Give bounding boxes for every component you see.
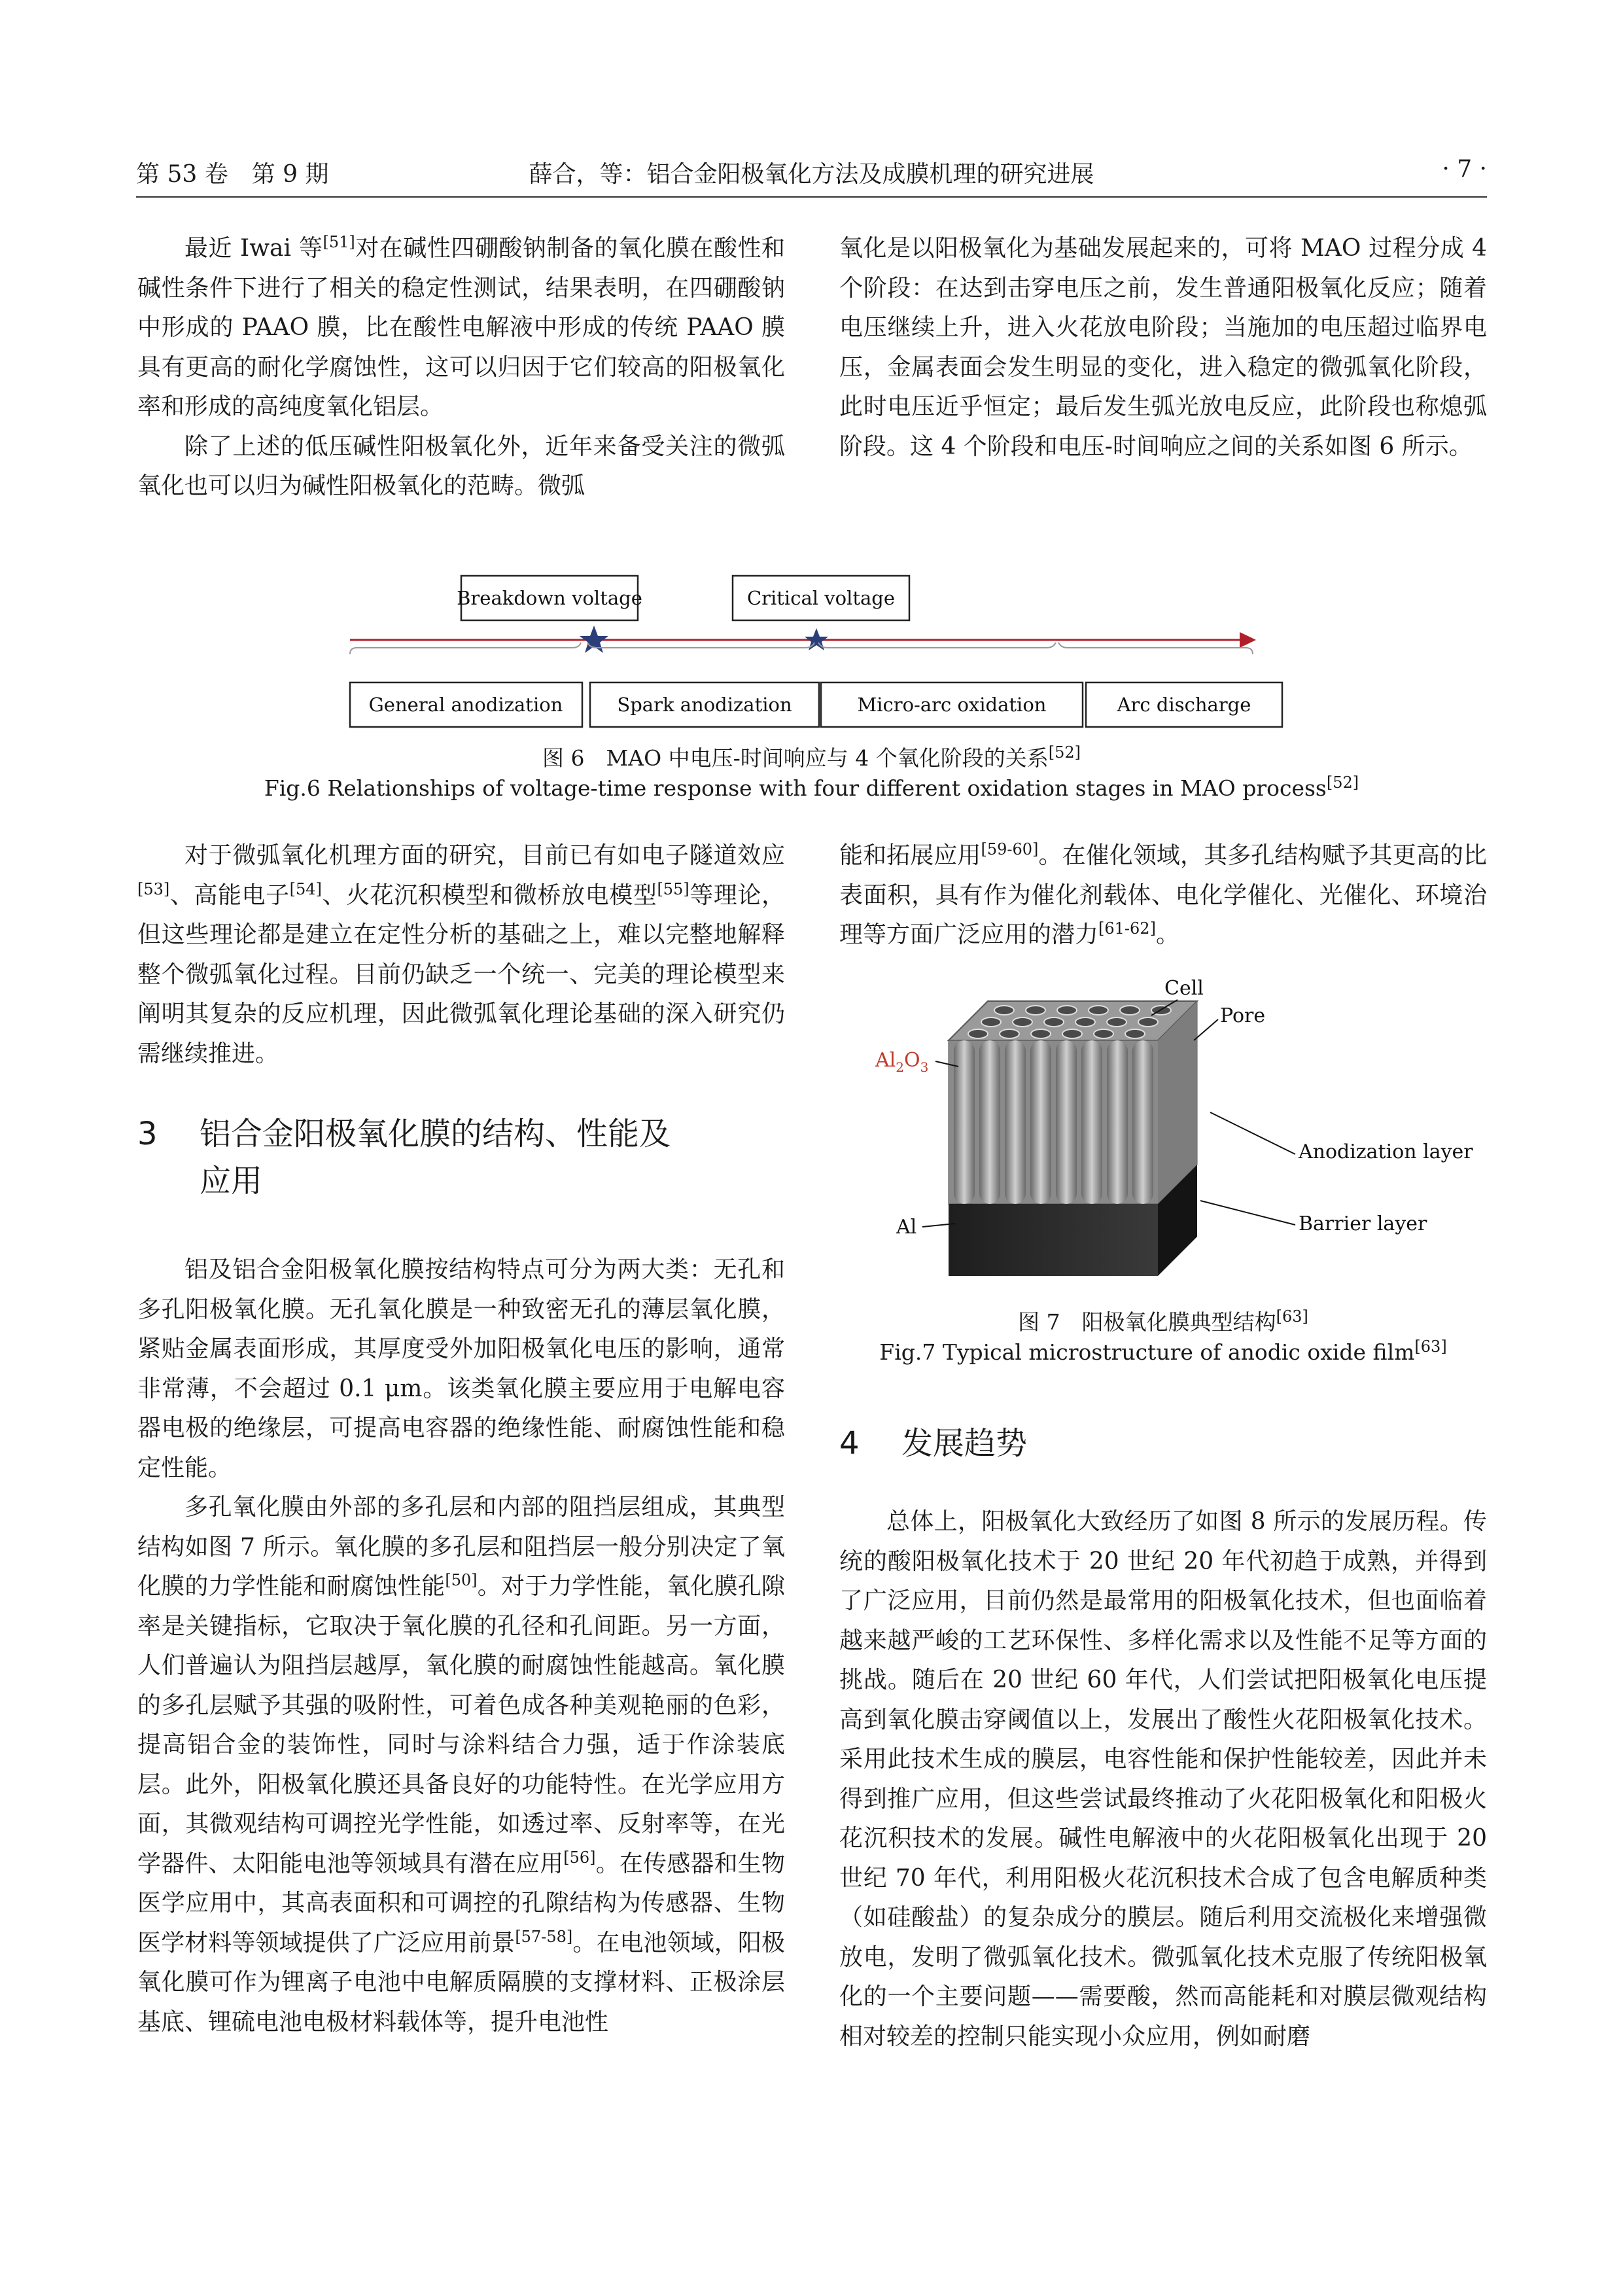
pore-opening xyxy=(1062,1029,1082,1038)
barrier-layer-label: Barrier layer xyxy=(1299,1212,1427,1235)
figure-7-caption xyxy=(839,1307,1487,1368)
stage-label-2: Spark anodization xyxy=(617,694,792,716)
pore-opening xyxy=(968,1029,988,1038)
barrier-pointer xyxy=(1200,1201,1295,1225)
paragraph: 对于微弧氧化机理方面的研究，目前已有如电子隧道效应[53]、高能电子[54]、火花沉积模型和微桥放电模型[55]等理论，但这些理论都是建立在定性分析的基础之上，难以完整地解释整个微弧氧化过程。目前仍缺乏一个统一、完美的理论模型来阐明其复杂的反应机理，因此微弧氧化理论基础的深入研究仍需继续推进。 xyxy=(137,842,785,1067)
pore-column xyxy=(1030,1040,1051,1204)
page-number: · 7 · xyxy=(1442,156,1487,183)
bracket-4 xyxy=(1058,643,1253,654)
al2o3-label: $Al_2O_3$ xyxy=(875,1049,929,1075)
figure-6-caption-en: Fig.6 Relationships of voltage-time response with four different oxidation stages in MAO process[52] xyxy=(264,773,1359,801)
running-header xyxy=(136,156,1487,192)
figure-7-caption-en: Fig.7 Typical microstructure of anodic oxide film[63] xyxy=(879,1337,1447,1365)
stage-label-1: General anodization xyxy=(368,694,563,716)
pore-opening xyxy=(1138,1017,1158,1027)
right-column-mid xyxy=(839,836,1487,955)
paragraph: 铝及铝合金阳极氧化膜按结构特点可分为两大类：无孔和多孔阳极氧化膜。无孔氧化膜是一种致密无孔的薄层氧化膜，紧贴金属表面形成，其厚度受外加阳极氧化电压的影响，通常非常薄，不会超过 0.1 μm。该类氧化膜主要应用于电解电容器电极的绝缘层，可提高电容器的绝缘性能、耐腐蚀性能和稳定性能。 xyxy=(137,1256,785,1481)
paragraph: 多孔氧化膜由外部的多孔层和内部的阻挡层组成，其典型结构如图 7 所示。氧化膜的多孔层和阻挡层一般分别决定了氧化膜的力学性能和耐腐蚀性能[50]。对于力学性能，氧化膜孔隙率是关键指标，它取决于氧化膜的孔径和孔间距。另一方面，人们普遍认为阻挡层越厚，氧化膜的耐腐蚀性能越高。氧化膜的多孔层赋予其强的吸附性，可着色成各种美观艳丽的色彩，提高铝合金的装饰性，同时与涂料结合力强，适于作涂装底层。此外，阳极氧化膜还具备良好的功能特性。在光学应用方面，其微观结构可调控光学性能，如透过率、反射率等，在光学器件、太阳能电池等领域具有潜在应用[56]。在传感器和生物医学应用中，其高表面积和可调控的孔隙结构为传感器、生物医学材料等领域提供了广泛应用前景[57-58]。在电池领域，阳极氧化膜可作为锂离子电池中电解质隔膜的支撑材料、正极涂层基底、锂硫电池电极材料载体等，提升电池性 xyxy=(137,1494,785,2036)
breakdown-star-icon xyxy=(580,626,608,653)
pore-opening xyxy=(1044,1017,1064,1027)
time-arrow-head xyxy=(1240,632,1256,648)
bracket-3 xyxy=(818,643,1056,648)
pore-column xyxy=(1132,1040,1153,1204)
pore-column xyxy=(979,1040,1000,1204)
critical-voltage-label: Critical voltage xyxy=(746,587,896,609)
anodization-layer-label: Anodization layer xyxy=(1299,1140,1473,1163)
pore-column xyxy=(1056,1040,1077,1204)
paragraph: 氧化是以阳极氧化为基础发展起来的，可将 MAO 过程分成 4 个阶段：在达到击穿电压之前，发生普通阳极氧化反应；随着电压继续上升，进入火花放电阶段；当施加的电压超过临界电压，金属表面会发生明显的变化，进入稳定的微弧氧化阶段，此时电压近乎恒定；最后发生弧光放电反应，此阶段也称熄弧阶段。这 4 个阶段和电压-时间响应之间的关系如图 6 所示。 xyxy=(839,235,1487,460)
pore-opening xyxy=(1075,1017,1095,1027)
pore-opening xyxy=(1125,1029,1145,1038)
left-column-top xyxy=(137,229,785,506)
right-column-top xyxy=(839,229,1487,467)
pore-label: Pore xyxy=(1220,1004,1266,1027)
paragraph: 除了上述的低压碱性阳极氧化外，近年来备受关注的微弧氧化也可以归为碱性阳极氧化的范畴。微弧 xyxy=(137,433,785,499)
pore-opening xyxy=(1094,1029,1113,1038)
section-4-heading: 4 发展趋势 xyxy=(839,1425,1028,1462)
pore-opening xyxy=(1000,1029,1019,1038)
running-title: 薛合，等：铝合金阳极氧化方法及成膜机理的研究进展 xyxy=(529,161,1094,188)
pore-opening xyxy=(1107,1017,1126,1027)
paragraph: 能和拓展应用[59-60]。在催化领域，其多孔结构赋予其更高的比表面积，具有作为催化剂载体、电化学催化、光催化、环境治理等方面广泛应用的潜力[61-62]。 xyxy=(839,840,1487,948)
pore-opening xyxy=(981,1017,1001,1027)
section-3-heading: 3 铝合金阳极氧化膜的结构、性能及 应用 xyxy=(137,1116,671,1199)
stage-label-4: Arc discharge xyxy=(1117,694,1251,716)
cell-label: Cell xyxy=(1164,977,1204,1000)
pore-column xyxy=(1081,1040,1102,1204)
paragraph: 最近 Iwai 等[51]对在碱性四硼酸钠制备的氧化膜在酸性和碱性条件下进行了相关的稳定性测试，结果表明，在四硼酸钠中形成的 PAAO 膜，比在酸性电解液中形成的传统 PAAO 膜具有更高的耐化学腐蚀性，这可以归因于它们较高的阳极氧化率和形成的高纯度氧化铝层。 xyxy=(137,233,785,420)
right-column-bottom xyxy=(839,1420,1487,2057)
pore-opening xyxy=(994,1006,1014,1015)
figure-6-caption-cn: 图 6 MAO 中电压-时间响应与 4 个氧化阶段的关系[52] xyxy=(542,743,1081,771)
breakdown-voltage-label: Breakdown voltage xyxy=(457,587,642,609)
aluminum-label: Al xyxy=(896,1216,917,1239)
pore-columns xyxy=(954,1006,1171,1204)
stage-label-3: Micro-arc oxidation xyxy=(857,694,1047,716)
journal-volume-issue: 第 53 卷 第 9 期 xyxy=(136,161,329,188)
pore-opening xyxy=(1120,1006,1140,1015)
pore-opening xyxy=(1089,1006,1108,1015)
figure-6-diagram xyxy=(340,563,1289,733)
bracket-2 xyxy=(587,643,814,648)
figure-7-diagram xyxy=(844,975,1492,1282)
pore-column xyxy=(1005,1040,1026,1204)
figure-6-caption xyxy=(137,743,1486,804)
pore-column xyxy=(954,1040,975,1204)
pore-column xyxy=(1107,1040,1128,1204)
paragraph: 总体上，阳极氧化大致经历了如图 8 所示的发展历程。传统的酸阳极氧化技术于 20 世纪 20 年代初趋于成熟，并得到了广泛应用，目前仍然是最常用的阳极氧化技术，但也面临着越来越严峻的工艺环保性、多样化需求以及性能不足等方面的挑战。随后在 20 世纪 60 年代，人们尝试把阳极氧化电压提高到氧化膜击穿阈值以上，发展出了酸性火花阳极氧化技术。采用此技术生成的膜层，电容性能和保护性能较差，因此并未得到推广应用，但这些尝试最终推动了火花阳极氧化和阳极火花沉积技术的发展。碱性电解液中的火花阳极氧化出现于 20 世纪 70 年代，利用阳极火花沉积技术合成了包含电解质种类（如硅酸盐）的复杂成分的膜层。随后利用交流极化来增强微放电，发明了微弧氧化技术。微弧氧化技术克服了传统阳极氧化的一个主要问题——需要酸，然而高能耗和对膜层微观结构相对较差的控制只能实现小众应用，例如耐磨 xyxy=(839,1508,1487,2050)
anodization-pointer xyxy=(1210,1112,1295,1154)
pore-opening xyxy=(1026,1006,1045,1015)
aluminum-base-front xyxy=(949,1204,1158,1276)
left-column-main xyxy=(137,836,785,2042)
pore-opening xyxy=(1057,1006,1077,1015)
bracket-1 xyxy=(350,643,581,654)
header-rule xyxy=(136,196,1487,198)
figure-7-caption-cn: 图 7 阳极氧化膜典型结构[63] xyxy=(1018,1307,1308,1335)
pore-opening xyxy=(1013,1017,1032,1027)
pore-pointer xyxy=(1194,1019,1218,1040)
pore-opening xyxy=(1031,1029,1051,1038)
